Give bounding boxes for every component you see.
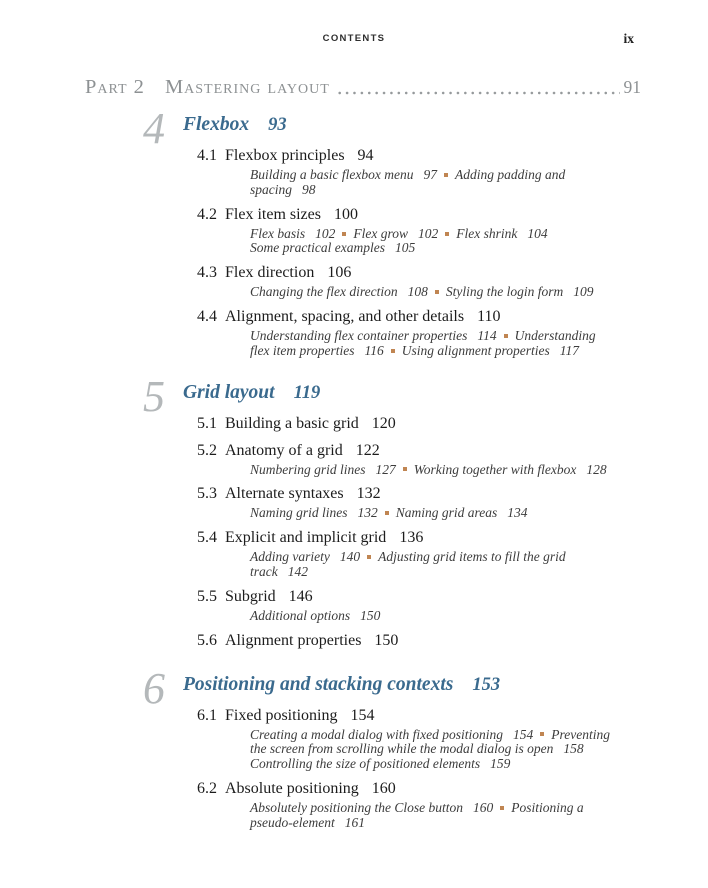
subsection-title: Adding padding and [454, 167, 566, 182]
subsection-title: pseudo-element [250, 814, 335, 830]
subsection-line [250, 816, 600, 831]
section-title: Subgrid [225, 587, 276, 605]
subsection-title: Naming grid lines [250, 505, 348, 521]
subsection-title: Understanding flex container properties [250, 327, 468, 343]
section-number: 6.1 [197, 706, 217, 724]
chapter-number: 5 [143, 371, 165, 421]
toc-section [0, 205, 708, 257]
subsection-title: Understanding [514, 327, 596, 343]
section-title: Anatomy of a grid [225, 441, 343, 459]
subsection-page-number: 132 [357, 505, 378, 521]
subsection-page-number: 140 [339, 549, 361, 565]
part-page-number: 91 [623, 77, 641, 97]
subsection-page-number: 97 [423, 167, 437, 182]
chapter-title: Grid layout [183, 381, 275, 403]
subsection-title: the screen from scrolling while the modal dialog is open [250, 741, 554, 757]
chapter-sections [0, 146, 708, 359]
subsection-title: Working together with flexbox [413, 461, 577, 477]
subsection-line [250, 241, 600, 256]
subsection-page-number: 116 [364, 342, 384, 358]
subsection-page-number: 128 [586, 461, 607, 477]
subsection-separator-icon [403, 467, 407, 471]
subsection-line [250, 550, 600, 565]
toc-section [0, 528, 708, 580]
subsection-title: Creating a modal dialog with fixed positioning [250, 726, 503, 742]
subsection-block [250, 550, 600, 580]
subsection-block [250, 506, 600, 521]
toc-section [0, 631, 708, 651]
subsection-title: Building a basic flexbox menu [250, 167, 414, 182]
subsection-block [250, 609, 600, 624]
subsection-page-number: 142 [287, 563, 308, 579]
chapter [0, 371, 708, 651]
section-page-number: 136 [399, 529, 424, 547]
part-label: Part 2 [85, 76, 145, 98]
chapters [0, 104, 708, 831]
section-number: 4.1 [197, 147, 217, 164]
section-row [197, 484, 708, 504]
subsection-line [250, 461, 607, 478]
section-number: 4.4 [197, 307, 217, 325]
section-title: Absolute positioning [225, 779, 359, 797]
subsection-separator-icon [500, 806, 504, 810]
subsection-title: Naming grid areas [395, 505, 498, 521]
subsection-block [250, 227, 600, 257]
subsection-page-number: 108 [407, 284, 428, 300]
subsection-page-number: 105 [394, 240, 416, 256]
subsection-line [250, 506, 600, 521]
subsection-block [250, 461, 607, 478]
subsection-separator-icon [504, 334, 508, 338]
section-page-number: 110 [477, 307, 501, 325]
subsection-title: spacing [250, 181, 292, 197]
subsection-title: flex item properties [250, 342, 355, 358]
section-row [197, 441, 708, 461]
subsection-block [250, 329, 600, 359]
subsection-title: Changing the flex direction [250, 284, 398, 300]
section-title: Flex direction [225, 264, 315, 282]
chapter-page-number: 93 [268, 115, 287, 135]
subsection-line [250, 609, 600, 624]
subsection-page-number: 98 [302, 181, 316, 197]
chapter-heading [143, 371, 708, 421]
subsection-block [250, 726, 610, 772]
section-row [197, 631, 708, 651]
dot-leader [336, 91, 620, 95]
subsection-separator-icon [391, 349, 395, 353]
subsection-separator-icon [445, 232, 449, 236]
section-number: 5.6 [197, 631, 217, 649]
subsection-line [250, 742, 600, 757]
chapter-title: Flexbox [183, 114, 250, 135]
subsection-line [250, 168, 600, 183]
section-page-number: 100 [333, 205, 358, 223]
folio-page-number: ix [623, 31, 634, 46]
subsection-page-number: 150 [360, 607, 381, 623]
section-page-number: 120 [371, 414, 396, 432]
section-title: Fixed positioning [225, 706, 338, 724]
section-title: Alignment, spacing, and other details [225, 307, 465, 325]
subsection-separator-icon [342, 232, 346, 236]
subsection-line [250, 565, 600, 580]
subsection-title: Flex grow [353, 225, 408, 241]
subsection-title: Styling the login form [445, 284, 564, 300]
subsection-title: Controlling the size of positioned elements [250, 756, 481, 772]
toc-section [0, 441, 708, 478]
subsection-page-number: 114 [477, 327, 497, 343]
section-row [197, 414, 708, 434]
section-title: Building a basic grid [225, 414, 359, 432]
section-title: Flexbox principles [225, 147, 345, 164]
subsection-page-number: 102 [418, 225, 439, 241]
toc-section [0, 706, 708, 772]
chapter-sections [0, 414, 708, 651]
subsection-separator-icon [444, 173, 448, 177]
subsection-block [250, 285, 600, 300]
section-page-number: 146 [288, 587, 313, 605]
subsection-page-number: 158 [563, 741, 584, 757]
section-page-number: 160 [371, 779, 396, 797]
section-row [197, 307, 708, 327]
subsection-block [250, 168, 600, 198]
subsection-title: Adjusting grid items to fill the grid [378, 549, 566, 565]
subsection-title: Positioning a [511, 799, 584, 815]
chapter-number: 6 [143, 663, 165, 713]
subsection-title: track [250, 563, 278, 579]
subsection-line [250, 183, 600, 198]
subsection-title: Numbering grid lines [250, 461, 366, 477]
section-number: 4.2 [197, 205, 217, 223]
subsection-page-number: 161 [344, 814, 365, 830]
subsection-title: Flex shrink [456, 225, 518, 241]
subsection-page-number: 159 [490, 756, 511, 772]
section-title: Alternate syntaxes [225, 485, 344, 503]
running-head: CONTENTS [322, 33, 386, 44]
section-page-number: 94 [357, 147, 374, 164]
subsection-separator-icon [540, 732, 544, 736]
subsection-page-number: 127 [375, 461, 396, 477]
section-row [197, 706, 708, 726]
subsection-title: Absolutely positioning the Close button [250, 799, 463, 815]
subsection-separator-icon [435, 290, 439, 294]
subsection-line [250, 726, 610, 743]
subsection-block [250, 801, 600, 831]
subsection-page-number: 109 [573, 284, 594, 300]
subsection-line [250, 757, 600, 772]
toc-section [0, 307, 708, 359]
part-title: Mastering layout [164, 76, 330, 98]
subsection-page-number: 160 [473, 799, 494, 815]
chapter [0, 104, 708, 359]
subsection-line [250, 285, 600, 300]
subsection-title: Using alignment properties [401, 342, 550, 358]
chapter-heading [143, 104, 708, 153]
section-page-number: 106 [327, 264, 352, 282]
section-number: 5.5 [197, 587, 217, 605]
section-page-number: 132 [356, 485, 381, 503]
subsection-separator-icon [367, 555, 371, 559]
chapter-page-number: 119 [293, 382, 321, 403]
subsection-page-number: 102 [315, 225, 336, 241]
subsection-title: Some practical examples [250, 240, 385, 256]
toc-section [0, 484, 708, 521]
section-number: 5.2 [197, 441, 217, 459]
toc-section [0, 414, 708, 434]
subsection-page-number: 134 [507, 505, 528, 521]
section-number: 5.1 [197, 414, 217, 432]
section-row [197, 528, 708, 548]
section-row [197, 263, 708, 283]
subsection-line [250, 801, 600, 816]
subsection-page-number: 117 [559, 342, 579, 358]
section-title: Flex item sizes [225, 205, 321, 223]
toc-section [0, 263, 708, 300]
section-page-number: 154 [350, 706, 375, 724]
subsection-title: Additional options [250, 607, 351, 623]
section-title: Explicit and implicit grid [225, 529, 387, 547]
toc-section [0, 146, 708, 198]
section-page-number: 150 [374, 631, 399, 649]
section-page-number: 122 [355, 441, 380, 459]
subsection-line [250, 329, 600, 344]
chapter-heading [143, 663, 708, 713]
page-header [0, 0, 708, 49]
subsection-title: Flex basis [250, 225, 306, 241]
subsection-title: Adding variety [250, 549, 330, 565]
chapter-number: 4 [143, 104, 165, 153]
subsection-separator-icon [385, 511, 389, 515]
section-row [197, 779, 708, 799]
subsection-page-number: 104 [527, 225, 548, 241]
subsection-page-number: 154 [513, 726, 534, 742]
toc-section [0, 779, 708, 831]
subsection-line [250, 344, 600, 359]
chapter-page-number: 153 [472, 674, 501, 695]
section-title: Alignment properties [225, 631, 362, 649]
chapter-title: Positioning and stacking contexts [183, 673, 454, 695]
part-heading [85, 76, 641, 99]
section-number: 4.3 [197, 264, 217, 282]
toc-section [0, 587, 708, 624]
section-row [197, 146, 708, 166]
subsection-line [250, 227, 600, 242]
section-row [197, 587, 708, 607]
section-number: 5.4 [197, 529, 217, 547]
section-row [197, 205, 708, 225]
chapter-sections [0, 706, 708, 831]
section-number: 5.3 [197, 485, 217, 503]
section-number: 6.2 [197, 779, 217, 797]
chapter [0, 663, 708, 831]
subsection-title: Preventing [551, 726, 610, 742]
